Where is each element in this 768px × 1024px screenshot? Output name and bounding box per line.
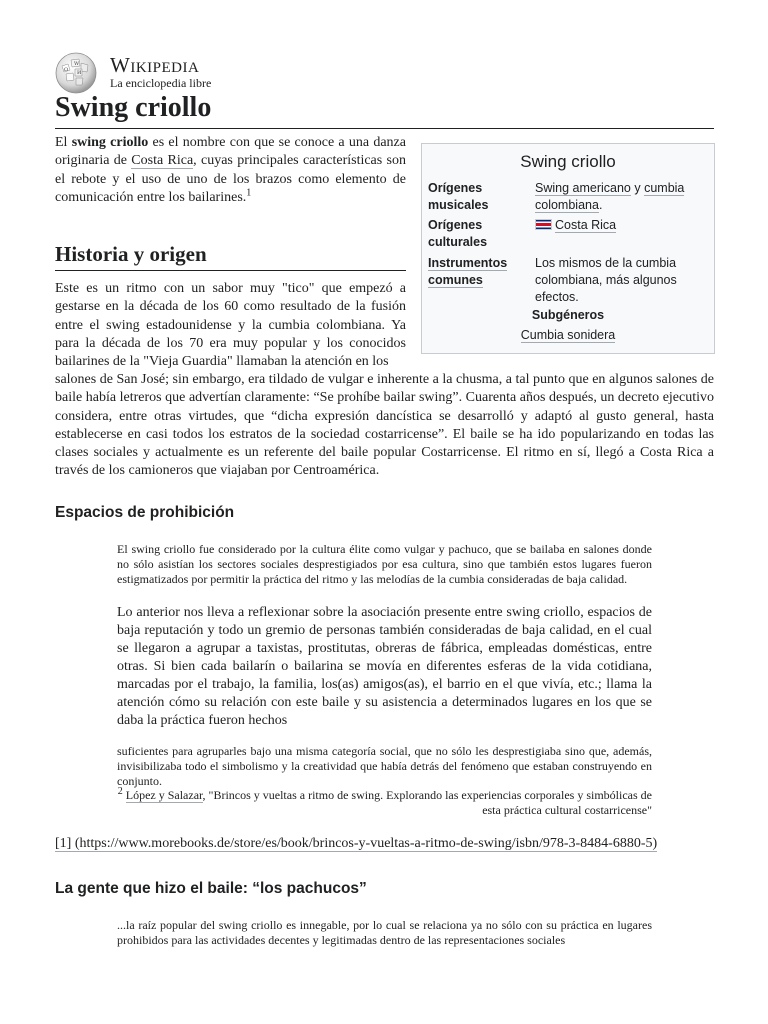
infobox-value xyxy=(535,180,705,214)
infobox-label xyxy=(428,255,528,289)
infobox-sublink-wrap xyxy=(422,328,714,342)
link-swing-americano[interactable]: Swing americano xyxy=(535,181,631,195)
footnote-2 xyxy=(117,788,652,818)
historia-paragraph-part-b: salones de San José; sin embargo, era tildado de vulgar e inherente a la chusma, a tal punto que en algunos salones de baile había letreros que advertían claramente: “Se prohíbe bailar swing”. Cuarenta años después, un decreto ejecutivo considera, entre otras virtudes, que “dicha expresión dancística se desarrolló y adaptó al gusto general, hasta establecerse en casi todos los estratos de la sociedad costarricense”. El baile se ha ido popularizando en todas las clases sociales y actualmente es un referente del baile popular Costarricense. El ritmo en sí, llegó a Costa Rica a través de los camioneros que viajaban por Centroamérica. xyxy=(55,372,714,479)
infobox xyxy=(421,143,715,354)
infobox-subheader: Subgéneros xyxy=(531,308,605,322)
reference-link-1[interactable] xyxy=(55,836,657,852)
section-heading-historia: Historia y origen xyxy=(55,240,406,271)
intro-text-3: , cuyas principales características son el rebote y el uso de uno de los brazos como elemento de comunicación entre los bailarines. xyxy=(55,153,406,205)
footnote-ref-1[interactable]: 1 xyxy=(246,187,252,199)
infobox-and: y xyxy=(630,181,645,195)
link-costa-rica-infobox[interactable]: Costa Rica xyxy=(555,218,617,232)
intro-text-1: El xyxy=(55,135,72,150)
blockquote-3: suficientes para agruparles bajo una misma categoría social, que no sólo les desprestigiaba sino que, además, invisibilizaba todo el simbolismo y la creatividad que había detrás del fenómeno que estaban construyendo en conjunto. xyxy=(117,744,652,788)
wikipedia-wordmark: Wikipedia xyxy=(110,53,200,77)
svg-text:И: И xyxy=(77,70,82,76)
wikipedia-logo[interactable] xyxy=(55,52,235,94)
infobox-title: Swing criollo xyxy=(520,152,616,171)
section-heading-espacios: Espacios de prohibición xyxy=(55,504,235,521)
reference-url[interactable]: [1] (https://www.morebooks.de/store/es/book/brincos-y-vueltas-a-ritmo-de-swing/isbn/978-3-8484-6880-5) xyxy=(55,836,658,851)
link-instrumentos[interactable]: Instrumentos comunes xyxy=(428,256,508,287)
blockquote-pachucos: ...la raíz popular del swing criollo es innegable, por lo cual se relaciona ya no sólo con su práctica en lugares prohibidos para las actividades decentes y legitimadas dentro de las representaciones sociales xyxy=(117,918,652,947)
infobox-value: Los mismos de la cumbia colombiana, más algunos efectos. xyxy=(535,256,677,304)
footnote-2-marker: 2 xyxy=(117,786,123,797)
intro-text-2: es el nombre con que se conoce a una danza originaria de xyxy=(55,135,406,169)
infobox-value xyxy=(535,217,705,234)
link-lopez-salazar[interactable]: López y Salazar xyxy=(125,788,203,802)
svg-text:Ω: Ω xyxy=(64,67,69,73)
blockquote-2: Lo anterior nos lleva a reflexionar sobre la asociación presente entre swing criollo, espacios de baja reputación y todo un gremio de personas también consideradas de baja calidad, en el cual se llegaron a agrupar a taxistas, prostitutas, obreras de fábrica, empleadas domésticas, entre otras. Si bien cada bailarín o bailarina se movía en diferentes esferas de la vida cotidiana, marcadas por el trabajo, la familia, los(as) amigos(as), el barrio en el que vivía, etc.; llama la atención cómo su relación con este baile y su asistencia a determinados lugares en los que se daba la práctica fueron hechos xyxy=(117,605,652,728)
svg-text:W: W xyxy=(74,61,80,67)
link-cumbia-colombiana[interactable]: cumbia colombiana xyxy=(535,181,685,212)
footnote-2-text: , "Brincos y vueltas a ritmo de swing. Explorando las experiencias corporales y simbólicas de esta práctica cultural costarricense" xyxy=(202,788,652,817)
link-cumbia-sonidera[interactable]: Cumbia sonidera xyxy=(520,328,616,342)
infobox-period: . xyxy=(598,198,603,212)
link-costa-rica[interactable]: Costa Rica xyxy=(131,153,194,169)
intro-bold-term: swing criollo xyxy=(71,135,149,150)
intro-paragraph xyxy=(55,134,406,207)
historia-paragraph-part-a: Este es un ritmo con un sabor muy "tico" que empezó a gestarse en la década de los 60 como resultado de la fusión entre el swing estadounidense y la cumbia colombiana. Ya para la década de los 70 era muy popular y los conocidos bailarines de la "Vieja Guardia" llamaban la atención en los xyxy=(55,281,406,370)
costa-rica-flag-icon xyxy=(535,219,552,230)
section-heading-pachucos: La gente que hizo el baile: “los pachucos” xyxy=(55,880,367,897)
wikipedia-globe-icon xyxy=(55,52,97,94)
infobox-label: Orígenes culturales xyxy=(428,218,488,249)
blockquote-1: El swing criollo fue considerado por la cultura élite como vulgar y pachuco, que se bailaba en salones donde no sólo asistían los sectores sociales desprestigiados por esa cultura, sino que también estos lugares fueron estigmatizados por permitir la práctica del ritmo y las melodías de la cumbia consideradas de baja calidad. xyxy=(117,542,652,586)
page-title: Swing criollo xyxy=(55,90,714,129)
infobox-label: Orígenes musicales xyxy=(428,181,489,212)
wikipedia-tagline: La enciclopedia libre xyxy=(110,76,212,90)
